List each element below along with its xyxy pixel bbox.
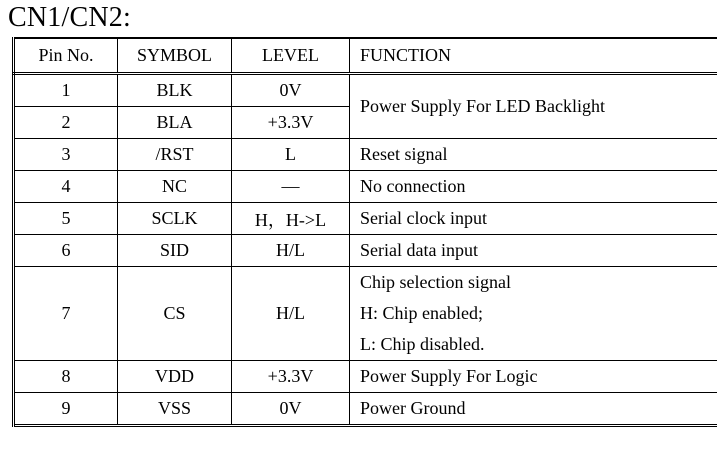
pin-symbol: BLA bbox=[118, 107, 232, 139]
pin-number: 3 bbox=[14, 139, 118, 171]
table-row bbox=[14, 393, 717, 426]
pin-number: 8 bbox=[14, 361, 118, 393]
page-title: CN1/CN2: bbox=[8, 2, 131, 33]
pin-symbol: SID bbox=[118, 235, 232, 267]
function-text: Serial clock input bbox=[360, 208, 487, 228]
pin-level: +3.3V bbox=[232, 361, 350, 393]
pin-symbol: BLK bbox=[118, 74, 232, 107]
table-row bbox=[14, 74, 717, 107]
table-header-row bbox=[14, 38, 717, 74]
table-row bbox=[14, 139, 717, 171]
pin-number: 2 bbox=[14, 107, 118, 139]
header-function: FUNCTION bbox=[350, 38, 717, 74]
function-text: L: Chip disabled. bbox=[360, 334, 485, 354]
table-row bbox=[14, 171, 717, 203]
pin-symbol: CS bbox=[118, 267, 232, 361]
pin-function bbox=[350, 203, 717, 235]
table-row bbox=[14, 267, 717, 361]
pin-level: 0V bbox=[232, 74, 350, 107]
table-row bbox=[14, 235, 717, 267]
function-text: H: Chip enabled; bbox=[360, 303, 483, 323]
function-text: Power Supply For LED Backlight bbox=[360, 96, 605, 116]
header-symbol: SYMBOL bbox=[118, 38, 232, 74]
pin-function bbox=[350, 267, 717, 361]
table-row bbox=[14, 361, 717, 393]
pin-symbol: VSS bbox=[118, 393, 232, 426]
table-row bbox=[14, 203, 717, 235]
pin-number: 9 bbox=[14, 393, 118, 426]
function-text: Power Ground bbox=[360, 398, 466, 418]
pin-symbol: SCLK bbox=[118, 203, 232, 235]
function-text: Reset signal bbox=[360, 144, 448, 164]
pin-number: 1 bbox=[14, 74, 118, 107]
pin-number: 6 bbox=[14, 235, 118, 267]
pin-level: H/L bbox=[232, 267, 350, 361]
pin-number: 5 bbox=[14, 203, 118, 235]
pin-function bbox=[350, 139, 717, 171]
function-text: Power Supply For Logic bbox=[360, 366, 538, 386]
pin-function bbox=[350, 361, 717, 393]
pin-function bbox=[350, 74, 717, 139]
pin-level: H，H->L bbox=[232, 203, 350, 235]
function-text: Chip selection signal bbox=[360, 272, 511, 292]
pin-symbol: /RST bbox=[118, 139, 232, 171]
pin-level: +3.3V bbox=[232, 107, 350, 139]
pin-function bbox=[350, 171, 717, 203]
pin-number: 4 bbox=[14, 171, 118, 203]
header-level: LEVEL bbox=[232, 38, 350, 74]
function-text: Serial data input bbox=[360, 240, 478, 260]
pin-level: H/L bbox=[232, 235, 350, 267]
header-pin-no: Pin No. bbox=[14, 38, 118, 74]
pin-function bbox=[350, 235, 717, 267]
pin-level: L bbox=[232, 139, 350, 171]
function-text: No connection bbox=[360, 176, 466, 196]
pin-symbol: NC bbox=[118, 171, 232, 203]
pin-number: 7 bbox=[14, 267, 118, 361]
pin-level: 0V bbox=[232, 393, 350, 426]
pin-level: — bbox=[232, 171, 350, 203]
pin-definition-table bbox=[12, 37, 717, 427]
pin-function bbox=[350, 393, 717, 426]
pin-symbol: VDD bbox=[118, 361, 232, 393]
